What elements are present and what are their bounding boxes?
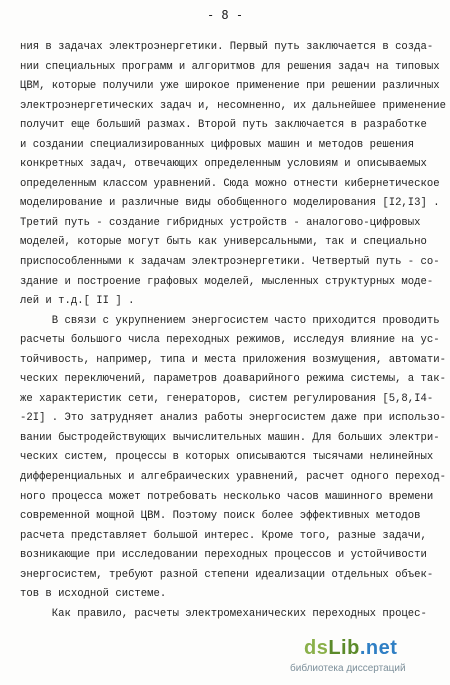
text-line: приспособленными к задачам электроэнергетики. Четвертый путь - со- xyxy=(20,256,440,269)
text-line: ческих систем, процессы в которых описываются тысячами нелинейных xyxy=(20,451,434,464)
text-line: ного процесса может потребовать несколько часов машинного времени xyxy=(20,490,434,503)
text-line: энергосистем, требуют разной степени идеализации отдельных объек- xyxy=(20,568,434,581)
document-body xyxy=(20,38,446,624)
text-line: вании быстродействующих вычислительных машин. Для больших электри- xyxy=(20,431,440,444)
dslib-watermark xyxy=(286,637,436,677)
text-line: моделей, которые могут быть как универсальными, так и специально xyxy=(20,236,427,249)
dslib-logo xyxy=(304,637,397,660)
logo-part-net: .net xyxy=(359,637,398,659)
text-line: дифференциальных и алгебраических уравнений, расчет одного переход- xyxy=(20,471,446,484)
text-line: расчета представляет большой интерес. Кроме того, разные задачи, xyxy=(20,529,427,542)
text-line: расчеты большого числа переходных режимов, исследуя влияние на ус- xyxy=(20,334,440,347)
text-line: электроэнергетических задач и, несомненно, их дальнейшее применение xyxy=(20,99,446,112)
page-number: - 8 - xyxy=(206,8,244,22)
text-line: и создании специализированных цифровых машин и методов решения xyxy=(20,138,415,151)
text-line: -2I] . Это затрудняет анализ работы энергосистем даже при использо- xyxy=(20,412,446,425)
text-line: тов в исходной системе. xyxy=(20,588,167,601)
text-line: Как правило, расчеты электромеханических переходных процес- xyxy=(20,607,427,620)
text-line: ния в задачах электроэнергетики. Первый путь заключается в созда- xyxy=(20,41,434,53)
text-line: конкретных задач, отвечающих определенным условиям и описываемых xyxy=(20,158,427,171)
text-line: В связи с укрупнением энергосистем часто приходится проводить xyxy=(20,314,440,327)
text-line: же характеристик сети, генераторов, систем регулирования [5,8,I4- xyxy=(20,392,434,405)
text-line: здание и построение графовых моделей, мысленных структурных моде- xyxy=(20,275,434,288)
text-line: ЦВМ, которые получили уже широкое применение при решении различных xyxy=(20,80,440,93)
text-line: современной мощной ЦВМ. Поэтому поиск более эффективных методов xyxy=(20,510,421,523)
watermark-subtitle: библиотека диссертаций xyxy=(290,663,406,674)
text-line: ческих переключений, параметров доаварийного режима системы, а так- xyxy=(20,373,446,386)
text-line: получит еще больший размах. Второй путь заключается в разработке xyxy=(20,119,427,132)
text-line: лей и т.д.[ II ] . xyxy=(20,295,135,308)
text-line: моделирование и различные виды обобщенного моделирования [I2,I3] . xyxy=(20,197,440,210)
logo-part-lib: Lib xyxy=(328,637,360,659)
text-line: нии специальных программ и алгоритмов для решения задач на типовых xyxy=(20,60,440,73)
text-line: тойчивость, например, типа и места приложения возмущения, автомати- xyxy=(20,353,446,366)
logo-part-ds: ds xyxy=(304,637,329,659)
text-line: возникающие при исследовании переходных процессов и устойчивости xyxy=(20,549,427,562)
text-line: определенным классом уравнений. Сюда можно отнести кибернетическое xyxy=(20,177,440,190)
text-line: Третий путь - создание гибридных устройств - аналогово-цифровых xyxy=(20,216,421,229)
